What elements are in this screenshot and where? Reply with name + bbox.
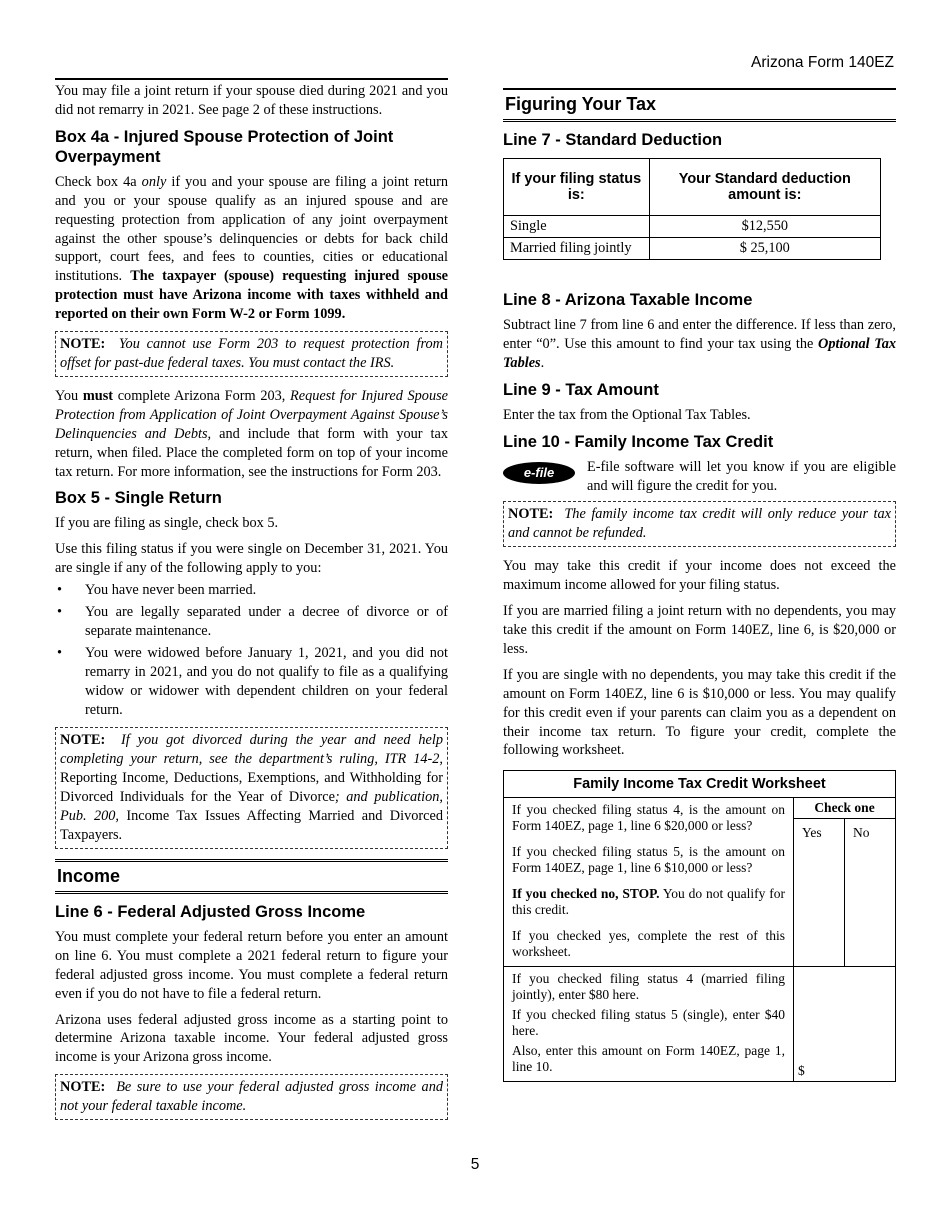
box4a-note: NOTE: You cannot use Form 203 to request protection from offset for past-due federal taxes. You must contact the IRS. — [55, 331, 448, 377]
yes-column: Yes — [794, 819, 845, 967]
list-item: • You were widowed before January 1, 2021, and you did not remarry in 2021, and you do not qualify to file as a qualifying widow or widower with dependent children on your federal return. — [57, 644, 448, 718]
table-header-row — [504, 159, 881, 216]
line6-paragraph-2: Arizona uses federal adjusted gross income as a starting point to determine Arizona taxable income. Your federal adjusted gross income is your Arizona gross income. — [55, 1011, 448, 1066]
worksheet-question-4: If you checked yes, complete the rest of this worksheet. — [512, 928, 785, 960]
family-credit-worksheet — [503, 770, 896, 1082]
list-item: • You have never been married. — [57, 582, 257, 599]
line10-paragraph-2: If you are married filing a joint return with no dependents, you may take this credit if the amount on Form 140EZ, line 6, is $20,000 or less. — [503, 603, 896, 657]
box5-paragraph-2: Use this filing status if you were single on December 31, 2021. You are single if any of the following apply to you: — [55, 541, 448, 577]
standard-deduction-table — [503, 158, 881, 260]
line8-heading: Line 8 - Arizona Taxable Income — [503, 291, 753, 309]
box4a-paragraph: Check box 4a only if you and your spouse are filing a joint return and you or your spouse qualify as an injured spouse and are requesting protection from application of any joint overpayment against the other spouse’s delinquencies or debts for back child support, court fees, and fees to counties, cities or educational institutions. The taxpayer (spouse) requesting injured spouse protection must have Arizona income with taxes withheld and reported on their own Form W-2 or Form 1099. — [55, 173, 449, 323]
single-conditions-list — [55, 581, 448, 719]
line9-heading: Line 9 - Tax Amount — [503, 380, 659, 399]
check-one-header: Check one — [794, 798, 896, 819]
status-column-header: If your filing status is: — [504, 159, 650, 216]
left-column — [55, 78, 448, 1130]
amount-line-enter: Also, enter this amount on Form 140EZ, page 1, line 10. — [512, 1043, 785, 1075]
table-row — [504, 216, 881, 238]
box5-heading: Box 5 - Single Return — [55, 489, 222, 508]
box4a-heading: Box 4a - Injured Spouse Protection of Joint Overpayment — [55, 127, 394, 166]
table-row — [504, 238, 881, 260]
line10-paragraph-3: If you are single with no dependents, you may take this credit if the amount on Form 140EZ, line 6 is $10,000 or less. You may qualify for this credit even if your parents can claim you as a dependent on their income tax return. To figure your credit, complete the following worksheet. — [503, 666, 896, 759]
amount-column-header: Your Standard deduction amount is: — [649, 159, 880, 216]
deduction-amount-cell: $ 25,100 — [649, 238, 880, 260]
credit-note: NOTE: The family income tax credit will only reduce your tax and cannot be refunded. — [503, 501, 896, 547]
figuring-tax-section-heading: Figuring Your Tax — [503, 88, 896, 122]
line9-paragraph: Enter the tax from the Optional Tax Tables. — [503, 406, 751, 423]
right-column — [503, 88, 896, 1082]
line10-paragraph-1: You may take this credit if your income does not exceed the maximum income allowed for your filing status. — [503, 558, 896, 594]
worksheet-stop-instruction: If you checked no, STOP. You do not qualify for this credit. — [512, 886, 785, 918]
agi-note: NOTE: Be sure to use your federal adjusted gross income and not your federal taxable income. — [55, 1074, 448, 1120]
line6-paragraph-1: You must complete your federal return before you enter an amount on line 6. You must complete a 2021 federal return to figure your federal adjusted gross income. You must complete a federal return even if you do not have to file a federal return. — [55, 928, 448, 1002]
box5-paragraph-1: If you are filing as single, check box 5. — [55, 515, 279, 532]
efile-text: E-file software will let you know if you are eligible and will figure the credit for you. — [587, 458, 896, 494]
line8-paragraph: Subtract line 7 from line 6 and enter the difference. If less than zero, enter “0”. Use this amount to find your tax using the Optional Tax Tables. — [503, 317, 896, 371]
line10-heading: Line 10 - Family Income Tax Credit — [503, 432, 774, 451]
income-section-heading: Income — [55, 859, 448, 894]
efile-notice — [503, 458, 896, 496]
worksheet-question-1: If you checked filing status 4, is the amount on Form 140EZ, page 1, line 6 $20,000 or less? — [512, 802, 785, 834]
worksheet-title: Family Income Tax Credit Worksheet — [504, 771, 896, 798]
page-number: 5 — [470, 1156, 480, 1173]
amount-line-status4: If you checked filing status 4 (married filing jointly), enter $80 here. — [512, 971, 785, 1003]
efile-logo-icon: e-file — [503, 462, 575, 484]
list-item: • You are legally separated under a decree of divorce or of separate maintenance. — [57, 604, 448, 639]
worksheet-question-2: If you checked filing status 5, is the amount on Form 140EZ, page 1, line 6 $10,000 or less? — [512, 844, 785, 876]
divorce-note: NOTE: If you got divorced during the year and need help completing your return, see the department’s ruling, ITR 14-2, Reporting Income, Deductions, Exemptions, and Withholding for Divorced Individuals for the Year of Divorce; and publication, Pub. 200, Income Tax Issues Affecting Married and Divorced Taxpayers. — [55, 727, 448, 848]
amount-line-status5: If you checked filing status 5 (single), enter $40 here. — [512, 1007, 785, 1039]
no-column: No — [845, 819, 896, 967]
credit-amount-field: $ — [794, 967, 896, 1082]
deduction-amount-cell: $12,550 — [649, 216, 880, 238]
intro-paragraph: You may file a joint return if your spouse died during 2021 and you did not remarry in 2021. See page 2 of these instructions. — [55, 83, 448, 118]
form-title: Arizona Form 140EZ — [751, 54, 894, 71]
line7-heading: Line 7 - Standard Deduction — [503, 131, 723, 149]
line6-heading: Line 6 - Federal Adjusted Gross Income — [55, 902, 366, 921]
worksheet-amount-instructions — [504, 967, 794, 1082]
form203-paragraph: You must complete Arizona Form 203, Request for Injured Spouse Protection from Application of Joint Overpayment Against Spouse’s Delinquencies and Debts, and include that form with your tax return, when filed. Place the completed form on top of your income tax return. For more information, see the instructions for Form 203. — [55, 387, 449, 480]
filing-status-cell: Single — [504, 216, 650, 238]
filing-status-cell: Married filing jointly — [504, 238, 650, 260]
